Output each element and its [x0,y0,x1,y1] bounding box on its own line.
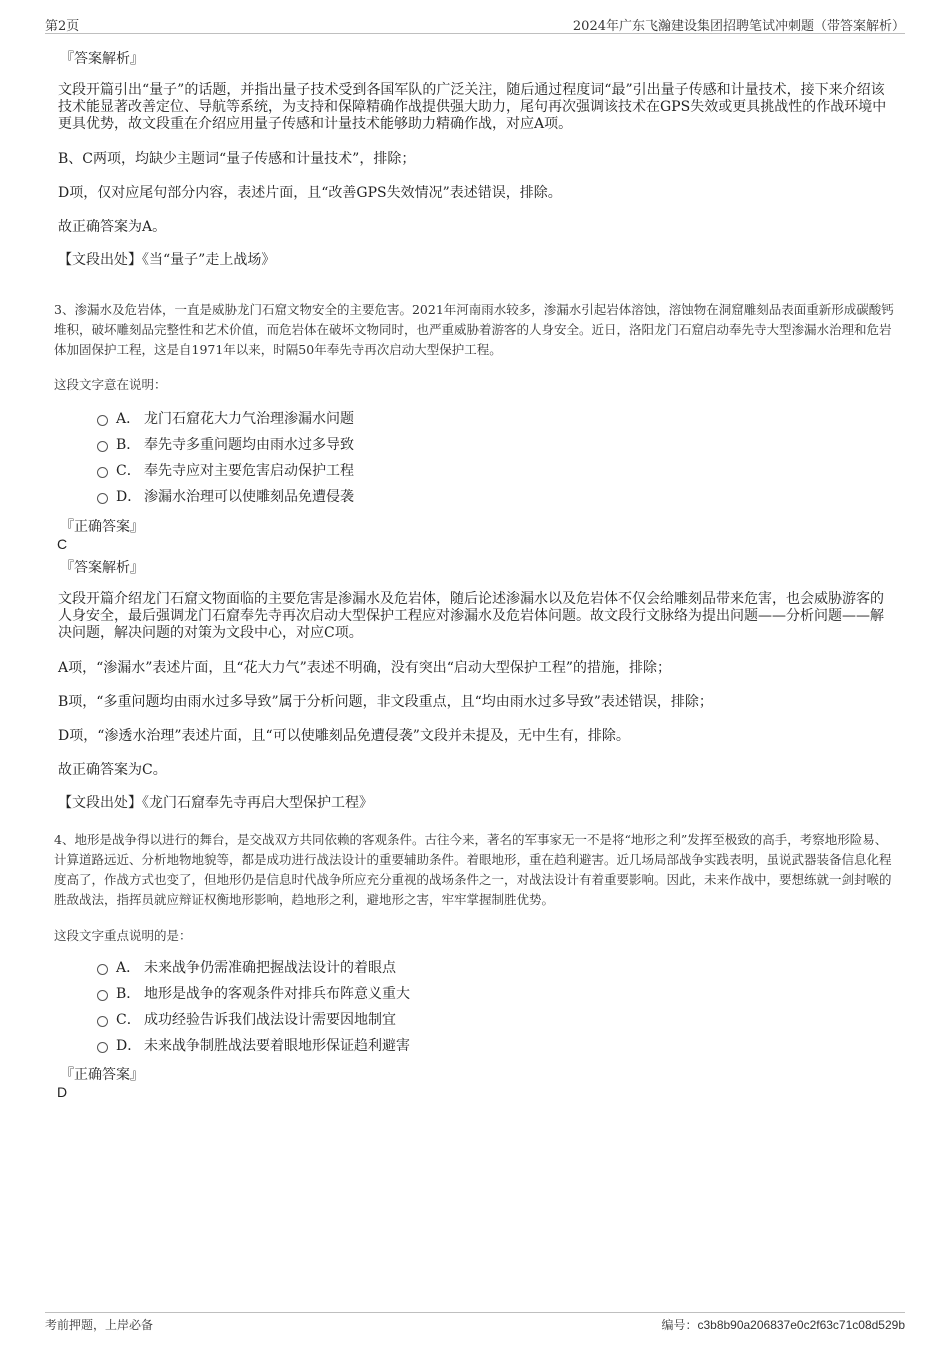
page-footer [45,1312,905,1335]
analysis-paragraph: D项，仅对应尾句部分内容，表述片面，且“改善GPS失效情况”表述错误，排除。 [58,185,562,201]
option-text: 奉先寺多重问题均由雨水过多导致 [144,437,354,453]
analysis-label: 『答案解析』 [60,51,144,67]
source-citation: 【文段出处】《龙门石窟奉先寺再启大型保护工程》 [58,795,373,811]
radio-icon[interactable] [97,415,108,426]
analysis-paragraph: A项，“渗漏水”表述片面，且“花大力气”表述不明确，没有突出“启动大型保护工程”的措施，排除； [58,660,672,676]
option-b[interactable]: B． 奉先寺多重问题均由雨水过多导致 [97,435,354,455]
question-text: 3、渗漏水及危岩体，一直是威胁龙门石窟文物安全的主要危害。2021年河南雨水较多，渗漏水引起岩体溶蚀，溶蚀物在洞窟雕刻品表面重新形成碳酸钙堆积，破坏雕刻品完整性和艺术价值，而危岩体在破坏文物同时，也严重威胁着游客的人身安全。近日，洛阳龙门石窟启动奉先寺大型渗漏水治理和危岩体加固保护工程，这是自1971年以来，时隔50年奉先寺再次启动大型保护工程。 [54,302,894,357]
correct-answer: D [57,1084,68,1100]
source-citation: 【文段出处】《当“量子”走上战场》 [58,252,276,268]
analysis-paragraph: 文段开篇引出“量子”的话题，并指出量子技术受到各国军队的广泛关注，随后通过程度词“最”引出量子传感和计量技术，接下来介绍该技术能显著改善定位、导航等系统，为支持和保障精确作战提供强大助力，尾句再次强调该技术在GPS失效或更具挑战性的作战环境中更具优势，故文段重在介绍应用量子传感和计量技术能够助力精确作战，对应A项。 [58,82,887,132]
option-text: 龙门石窟花大力气治理渗漏水问题 [144,411,354,427]
question-prompt: 这段文字意在说明： [54,377,167,392]
option-c[interactable]: C． 成功经验告诉我们战法设计需要因地制宜 [97,1010,396,1030]
analysis-conclusion: 故正确答案为C。 [58,762,167,778]
analysis-paragraph: B、C两项，均缺少主题词“量子传感和计量技术”，排除； [58,151,416,167]
radio-icon[interactable] [97,467,108,478]
option-text: 未来战争仍需准确把握战法设计的着眼点 [144,960,396,976]
code-label: 编号： [661,1318,698,1332]
option-d[interactable]: D． 渗漏水治理可以使雕刻品免遭侵袭 [97,487,354,507]
option-b[interactable]: B． 地形是战争的客观条件对排兵布阵意义重大 [97,984,410,1004]
page-number: 第2页 [45,19,80,34]
page-header [45,13,905,34]
option-a[interactable]: A． 龙门石窟花大力气治理渗漏水问题 [97,409,354,429]
document-title: 2024年广东飞瀚建设集团招聘笔试冲刺题（带答案解析） [572,19,905,34]
correct-answer: C [57,536,68,552]
footer-slogan: 考前押题，上岸必备 [45,1318,154,1332]
option-text: 地形是战争的客观条件对排兵布阵意义重大 [144,986,410,1002]
option-text: 成功经验告诉我们战法设计需要因地制宜 [144,1012,396,1028]
option-text: 未来战争制胜战法要着眼地形保证趋利避害 [144,1038,410,1054]
option-text: 渗漏水治理可以使雕刻品免遭侵袭 [144,489,354,505]
analysis-paragraph: B项，“多重问题均由雨水过多导致”属于分析问题，非文段重点，且“均由雨水过多导致”表述错误，排除； [58,694,713,710]
option-a[interactable]: A． 未来战争仍需准确把握战法设计的着眼点 [97,958,396,978]
analysis-label: 『答案解析』 [60,560,144,576]
correct-answer-label: 『正确答案』 [60,1067,144,1083]
analysis-paragraph: D项，“渗透水治理”表述片面，且“可以使雕刻品免遭侵袭”文段并未提及，无中生有，排除。 [58,728,630,744]
analysis-paragraph: 文段开篇介绍龙门石窟文物面临的主要危害是渗漏水及危岩体，随后论述渗漏水以及危岩体不仅会给雕刻品带来危害，也会威胁游客的人身安全，最后强调龙门石窟奉先寺再次启动大型保护工程应对渗漏水及危岩体问题。故文段行文脉络为提出问题——分析问题——解决问题，解决问题的对策为文段中心，对应C项。 [58,591,884,641]
correct-answer-label: 『正确答案』 [60,519,144,535]
document-code [661,1316,905,1333]
question-text: 4、地形是战争得以进行的舞台，是交战双方共同依赖的客观条件。古往今来，著名的军事家无一不是将“地形之利”发挥至极致的高手，考察地形险易、计算道路远近、分析地物地貌等，都是成功进行战法设计的重要辅助条件。着眼地形，重在趋利避害。近几场局部战争实践表明，虽说武器装备信息化程度高了，作战方式也变了，但地形仍是信息时代战争所应充分重视的战场条件之一，对战法设计有着重要影响。因此，未来作战中，要想练就一剑封喉的胜敌战法，指挥员就应辩证权衡地形影响，趋地形之利，避地形之害，牢牢掌握制胜优势。 [54,832,892,907]
radio-icon[interactable] [97,990,108,1001]
radio-icon[interactable] [97,493,108,504]
option-text: 奉先寺应对主要危害启动保护工程 [144,463,354,479]
option-c[interactable]: C． 奉先寺应对主要危害启动保护工程 [97,461,354,481]
question-prompt: 这段文字重点说明的是： [54,928,192,943]
radio-icon[interactable] [97,441,108,452]
radio-icon[interactable] [97,964,108,975]
option-d[interactable]: D． 未来战争制胜战法要着眼地形保证趋利避害 [97,1036,410,1056]
analysis-conclusion: 故正确答案为A。 [58,219,167,235]
code-value: c3b8b90a206837e0c2f63c71c08d529b [697,1318,905,1332]
radio-icon[interactable] [97,1042,108,1053]
radio-icon[interactable] [97,1016,108,1027]
